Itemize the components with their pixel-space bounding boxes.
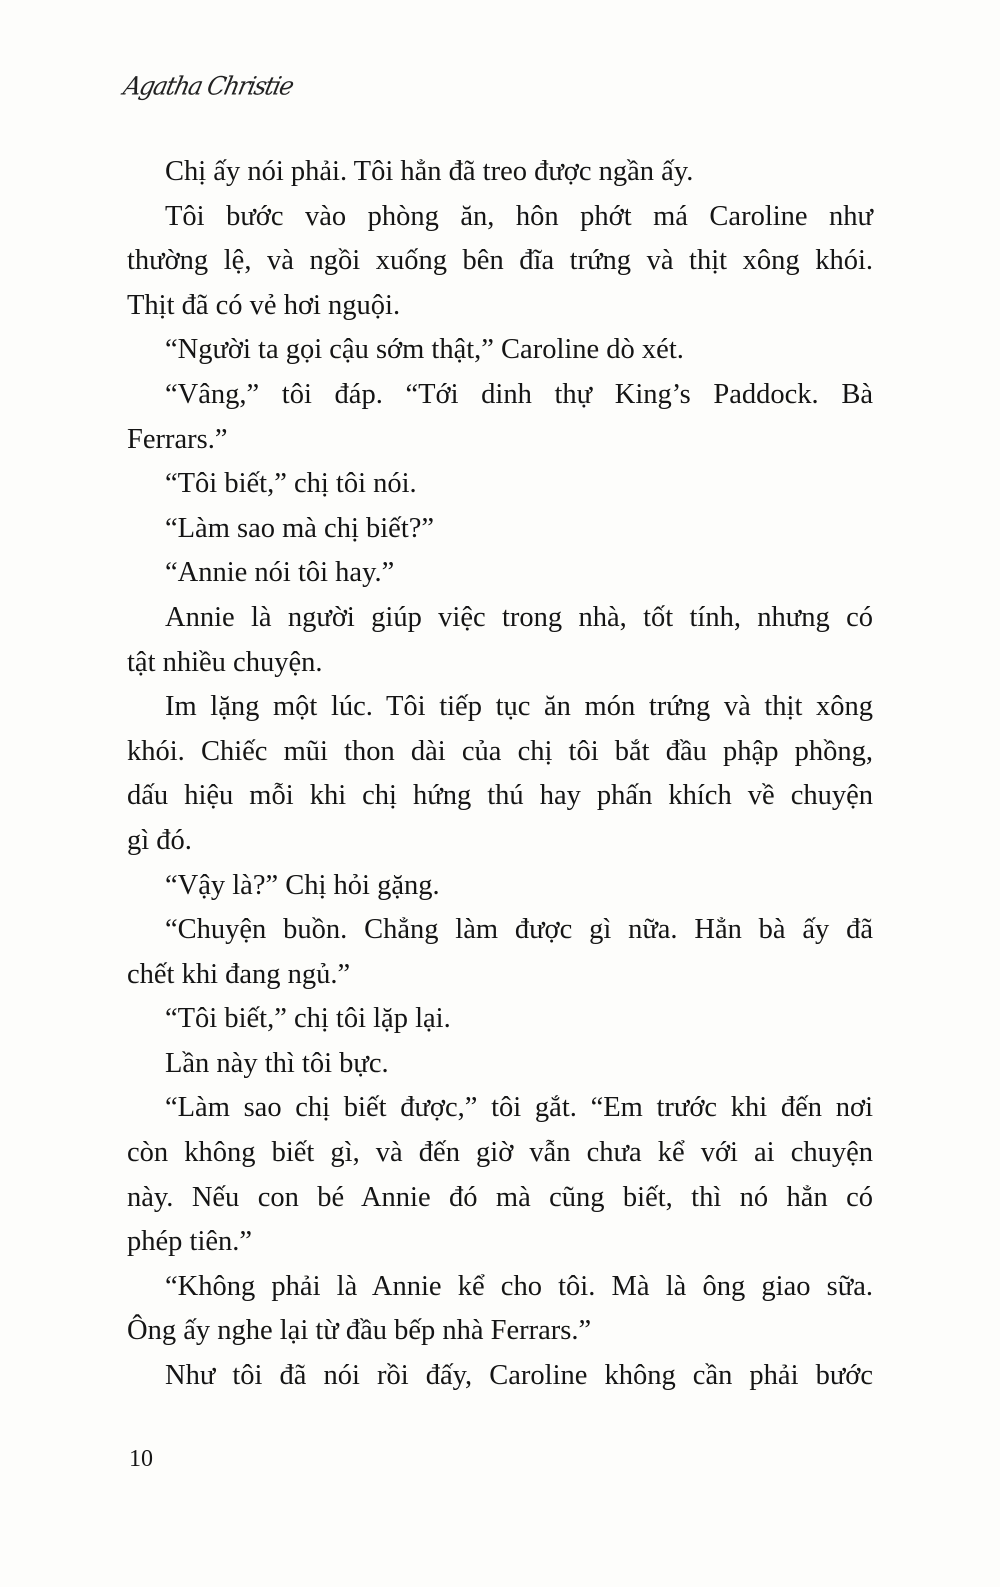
paragraph	[127, 150, 873, 195]
text-line: Lần này thì tôi bực.	[165, 1047, 389, 1079]
text-line: thường lệ, và ngồi xuống bên đĩa trứng và thịt xông khói.	[127, 245, 873, 277]
text-line: Annie là người giúp việc trong nhà, tốt tính, nhưng có	[165, 601, 873, 633]
paragraph	[127, 1265, 873, 1354]
text-line: chết khi đang ngủ.”	[127, 958, 351, 990]
text-line: Như tôi đã nói rồi đấy, Caroline không cần phải bước	[165, 1360, 873, 1392]
text-line: Im lặng một lúc. Tôi tiếp tục ăn món trứng và thịt xông	[165, 691, 873, 723]
body-text	[127, 150, 873, 1399]
paragraph	[127, 328, 873, 373]
paragraph	[127, 551, 873, 596]
paragraph	[127, 195, 873, 329]
text-line: Chị ấy nói phải. Tôi hẳn đã treo được ngần ấy.	[165, 156, 694, 187]
text-line: gì đó.	[127, 824, 192, 856]
text-line: “Vâng,” tôi đáp. “Tới dinh thự King’s Paddock. Bà	[165, 378, 873, 410]
paragraph	[127, 685, 873, 863]
text-line: “Annie nói tôi hay.”	[165, 557, 395, 589]
paragraph	[127, 1042, 873, 1087]
text-line: tật nhiều chuyện.	[127, 646, 323, 678]
text-line: “Vậy là?” Chị hỏi gặng.	[165, 869, 440, 901]
paragraph	[127, 507, 873, 552]
paragraph	[127, 596, 873, 685]
text-line: Tôi bước vào phòng ăn, hôn phớt má Caroline như	[165, 200, 873, 232]
text-line: này. Nếu con bé Annie đó mà cũng biết, thì nó hẳn có	[127, 1181, 873, 1213]
paragraph	[127, 1086, 873, 1264]
text-line: Thịt đã có vẻ hơi nguội.	[127, 289, 401, 321]
author-signature: Agatha Christie	[120, 71, 296, 101]
text-line: Ferrars.”	[127, 423, 228, 455]
paragraph	[127, 864, 873, 909]
text-line: “Làm sao mà chị biết?”	[165, 512, 435, 544]
text-line: dấu hiệu mỗi khi chị hứng thú hay phấn khích về chuyện	[127, 780, 873, 812]
text-line: “Chuyện buồn. Chẳng làm được gì nữa. Hẳn bà ấy đã	[165, 914, 873, 946]
text-line: Ông ấy nghe lại từ đầu bếp nhà Ferrars.”	[127, 1315, 592, 1347]
paragraph	[127, 1354, 873, 1399]
text-line: “Tôi biết,” chị tôi lặp lại.	[165, 1003, 451, 1035]
text-line: “Tôi biết,” chị tôi nói.	[165, 468, 417, 500]
paragraph	[127, 462, 873, 507]
page-number: 10	[129, 1446, 153, 1472]
text-line: phép tiên.”	[127, 1226, 253, 1258]
paragraph	[127, 997, 873, 1042]
text-line: “Không phải là Annie kể cho tôi. Mà là ông giao sữa.	[165, 1270, 873, 1302]
paragraph	[127, 908, 873, 997]
text-line: khói. Chiếc mũi thon dài của chị tôi bắt đầu phập phồng,	[127, 735, 873, 767]
text-line: “Làm sao chị biết được,” tôi gắt. “Em trước khi đến nơi	[165, 1092, 873, 1124]
paragraph	[127, 373, 873, 462]
text-line: còn không biết gì, và đến giờ vẫn chưa kể với ai chuyện	[127, 1137, 873, 1169]
text-line: “Người ta gọi cậu sớm thật,” Caroline dò xét.	[165, 334, 684, 366]
